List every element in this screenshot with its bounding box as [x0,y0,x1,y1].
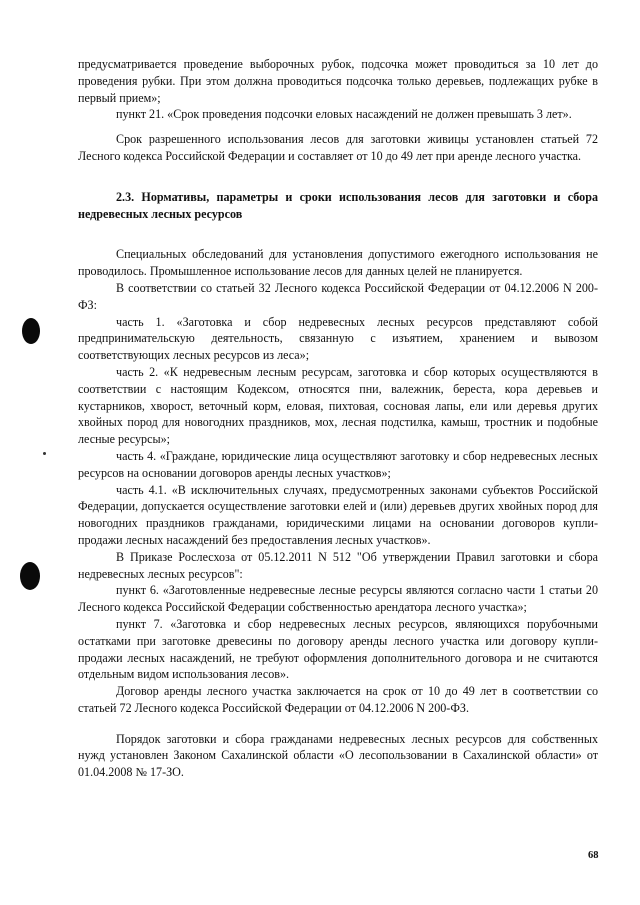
page-number: 68 [588,850,599,861]
paragraph-special-surveys: Специальных обследований для установления допустимого ежегодного использования не проводилось. Промышленное использование лесов для данных целей не планируется. [78,247,598,279]
paragraph-punkt-6: пункт 6. «Заготовленные недревесные лесные ресурсы являются согласно части 1 статьи 20 Лесного кодекса Российской Федерации собственностью арендатора лесного участка»; [78,583,598,615]
document-body [78,56,598,781]
paragraph-sakhalin-law: Порядок заготовки и сбора гражданами недревесных лесных ресурсов для собственных нужд установлен Законом Сахалинской области «О лесопользовании в Сахалинской области» от 01.04.2008 № 17-ЗО. [78,731,598,780]
paragraph-article-32: В соответствии со статьей 32 Лесного кодекса Российской Федерации от 04.12.2006 N 200-ФЗ: [78,280,598,312]
paragraph-part-2: часть 2. «К недревесным лесным ресурсам, заготовка и сбор которых осуществляются в соответствии с настоящим Кодексом, относятся пни, валежник, береста, кора деревьев и кустарников, хворост, веточный корм, еловая, пихтовая, сосновая лапы, ели или деревья других хвойных пород для новогодних праздников, мох, лесная подстилка, камыш, тростник и подобные лесные ресурсы»; [78,364,598,447]
paragraph-zhivica-term: Срок разрешенного использования лесов для заготовки живицы установлен статьей 72 Лесного кодекса Российской Федерации и составляет от 10 до 49 лет при аренде лесного участка. [78,132,598,163]
paragraph-continuation: предусматривается проведение выборочных рубок, подсочка может проводиться за 10 лет до проведения рубки. При этом должна проводиться подсочка только деревьев, подлежащих рубке в первый прием»; [78,57,598,105]
punch-hole-bottom [20,562,40,590]
section-heading-2-3: 2.3. Нормативы, параметры и сроки использования лесов для заготовки и сбора недревесных лесных ресурсов [78,189,598,221]
punch-hole-top [22,318,40,344]
paragraph-part-1: часть 1. «Заготовка и сбор недревесных лесных ресурсов представляют собой предпринимательскую деятельность, связанную с изъятием, хранением и вывозом соответствующих лесных ресурсов из леса»; [78,314,598,363]
paragraph-part-4: часть 4. «Граждане, юридические лица осуществляют заготовку и сбор недревесных лесных ресурсов на основании договоров аренды лесных участков»; [78,448,598,480]
paragraph-punkt-7: пункт 7. «Заготовка и сбор недревесных лесных ресурсов, являющихся порубочными остатками при заготовке древесины по договору аренды лесного участка или договору купли-продажи лесных насаждений, не требуют оформления дополнительного договора и не считаются отдельным видом использования лесов». [78,616,598,682]
paragraph-rosleshoz-order: В Приказе Рослесхоза от 05.12.2011 N 512 "Об утверждении Правил заготовки и сбора недревесных лесных ресурсов": [78,549,598,581]
scan-speck [43,452,46,455]
paragraph-part-4-1: часть 4.1. «В исключительных случаях, предусмотренных законами субъектов Российской Федерации, допускается осуществление заготовки елей и (или) деревьев других хвойных пород для новогодних праздников гражданами, юридическими лицами на основании договоров купли-продажи лесных насаждений без предоставления лесных участков». [78,482,598,547]
paragraph-punkt-21: пункт 21. «Срок проведения подсочки еловых насаждений не должен превышать 3 лет». [116,107,572,122]
paragraph-lease-term: Договор аренды лесного участка заключается на срок от 10 до 49 лет в соответствии со статьей 72 Лесного кодекса Российской Федерации от 04.12.2006 N 200-ФЗ. [78,684,598,715]
